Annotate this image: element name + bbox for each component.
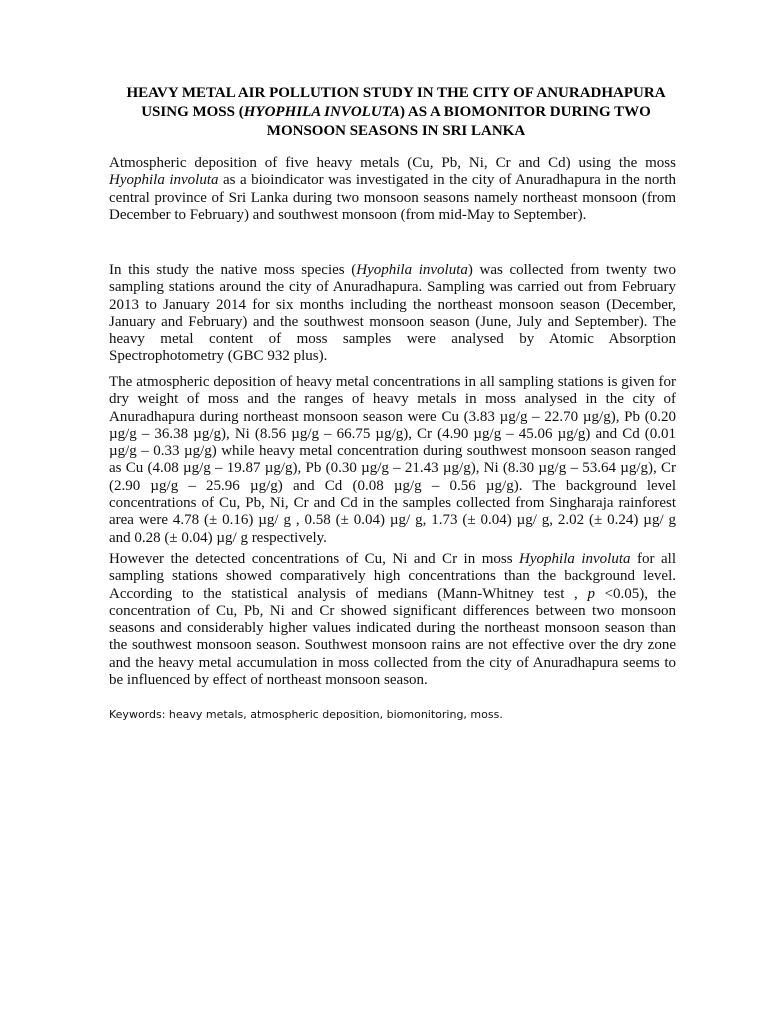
title-species-name: HYOPHILA INVOLUTA xyxy=(243,104,401,120)
abstract-paragraph-1 xyxy=(109,155,676,224)
abstract-paragraph-2 xyxy=(109,262,676,366)
paragraph-4-rest: <0.05), the concentration of Cu, Pb, Ni and Cr showed significant differences between two monsoon seasons and considerably higher values indicated during the northeast monsoon season than the southwest monsoon season. Southwest monsoon rains are not effective over the dry zone and the heavy metal accumulation in moss collected from the city of Anuradhapura seems to be influenced by effect of northeast monsoon season. xyxy=(109,585,677,689)
paragraph-4-pre: However the detected concentrations of Cu, Ni and Cr in moss xyxy=(109,551,520,567)
keywords-line: Keywords: heavy metals, atmospheric deposition, biomonitoring, moss. xyxy=(109,708,503,721)
paragraph-3-text: The atmospheric deposition of heavy metal concentrations in all sampling stations is given for dry weight of moss and the ranges of heavy metals in moss analysed in the city of Anuradhapura during northeast monsoon season were Cu (3.83 µg/g – 22.70 µg/g), Pb (0.20 µg/g – 36.38 µg/g), Ni (8.56 µg/g – 66.75 µg/g), Cr (4.90 µg/g – 45.06 µg/g) and Cd (0.01 µg/g – 0.33 µg/g) while heavy metal concentration during southwest monsoon season ranged as Cu (4.08 µg/g – 19.87 µg/g), Pb (0.30 µg/g – 21.43 µg/g), Ni (8.30 µg/g – 53.64 µg/g), Cr (2.90 µg/g – 25.96 µg/g) and Cd (0.08 µg/g – 0.56 µg/g). The background level concentrations of Cu, Pb, Ni, Cr and Cd in the samples collected from Singharaja rainforest area were 4.78 (± 0.16) µg/ g , 0.58 (± 0.04) µg/ g, 1.73 (± 0.04) µg/ g, 2.02 (± 0.24) µg/ g and 0.28 (± 0.04) µg/ g respectively. xyxy=(109,374,676,546)
abstract-paragraph-3 xyxy=(109,374,676,547)
paragraph-2-species: Hyophila involuta xyxy=(356,262,468,278)
title-line-3: MONSOON SEASONS IN SRI LANKA xyxy=(266,123,526,139)
paragraph-2-rest: ) was collected from twenty two sampling stations around the city of Anuradhapura. Sampling was carried out from February 2013 to January 2014 for six months including the northeast monsoon season (December, January and February) and the southwest monsoon season (June, July and September). The heavy metal content of moss samples were analysed by Atomic Absorption Spectrophotometry (GBC 932 plus). xyxy=(109,262,676,365)
paper-title xyxy=(100,84,692,141)
abstract-paragraph-4 xyxy=(109,551,676,689)
paragraph-1-species: Hyophila involuta xyxy=(109,172,219,189)
paragraph-1-rest: as a bioindicator was investigated in the city of Anuradhapura in the north central province of Sri Lanka during two monsoon seasons namely northeast monsoon (from December to February) and southwest monsoon (from mid-May to September). xyxy=(109,172,676,223)
title-line-2 xyxy=(100,103,692,122)
title-line-2-post: ) AS A BIOMONITOR DURING TWO xyxy=(400,104,651,120)
paragraph-4-mid: for all sampling stations showed comparatively high concentrations than the background level. According to the statistical analysis of medians (Mann-Whitney test , xyxy=(109,551,676,602)
paragraph-2-pre: In this study the native moss species ( xyxy=(109,262,357,278)
title-line-1: HEAVY METAL AIR POLLUTION STUDY IN THE CITY OF ANURADHAPURA xyxy=(126,85,666,101)
paragraph-1-intro: Atmospheric deposition of five heavy metals (Cu, Pb, Ni, Cr and Cd) using the moss xyxy=(109,155,676,171)
title-line-2-pre: USING MOSS ( xyxy=(141,104,244,120)
paragraph-4-species: Hyophila involuta xyxy=(519,551,631,567)
p-value-symbol: p xyxy=(587,585,595,602)
